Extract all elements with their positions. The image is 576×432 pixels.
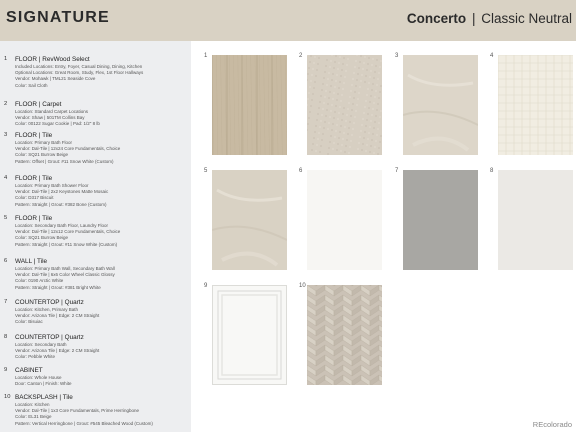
- selection-title: FLOOR | Tile: [15, 215, 53, 222]
- swatch-number: 8: [490, 168, 494, 174]
- collection-title: [407, 11, 572, 26]
- selections-list: [0, 41, 191, 432]
- selection-number: 2: [4, 101, 8, 107]
- selection-detail: Pattern: Straight | Grout: #382 Bone (Custom): [15, 201, 107, 207]
- selection-detail: Vendor: Dal-Tile | 1x3 Core Fundamentals, Prime Herringbone: [15, 408, 140, 414]
- selection-number: 7: [4, 299, 8, 305]
- selection-number: 4: [4, 175, 8, 181]
- swatch-image: [498, 170, 573, 270]
- selection-detail: Vendor: Dal-Tile | 12x12 Core Fundamentals, Choice: [15, 229, 121, 235]
- swatch-number: 9: [204, 283, 208, 289]
- swatch-image: [307, 170, 382, 270]
- selection-detail: Vendor: Dal-Tile | 2x2 Keystones Matte Mosaic: [15, 189, 109, 195]
- selection-detail: Door: Canton | Finish: White: [15, 381, 72, 387]
- swatch-tile: [299, 168, 382, 270]
- selection-detail: Vendor: Shaw | 501TM Collins Bay: [15, 115, 85, 121]
- swatch-number: 1: [204, 53, 208, 59]
- selection-detail: Included Locations: Entry, Foyer, Casual Dining, Dining, Kitchen: [15, 64, 143, 69]
- swatch-image: [498, 55, 573, 155]
- selection-detail: Vendor: Mohawk | TML21 Seaside Cove: [15, 76, 96, 82]
- swatch-number: 10: [299, 283, 306, 289]
- swatch-tile: [299, 283, 382, 385]
- selection-detail: Vendor: Arizona Tile | Edge: 2 CM Straight: [15, 348, 100, 354]
- selection-number: 9: [4, 367, 8, 373]
- selection-number: 1: [4, 56, 8, 62]
- swatch-tile: [490, 168, 573, 270]
- selection-detail: Location: Kitchen, Primary Bath: [15, 307, 79, 312]
- listing-credit: REcolorado: [532, 420, 572, 429]
- selection-number: 3: [4, 132, 8, 138]
- selection-detail: Color: SQ21 Burrow Beige: [15, 152, 69, 158]
- swatch-tile: [490, 53, 573, 155]
- selection-detail: Location: Whole House: [15, 375, 62, 380]
- selection-detail: Color: Pebble White: [15, 354, 56, 360]
- selection-title: WALL | Tile: [15, 258, 48, 265]
- swatch-number: 3: [395, 53, 399, 59]
- swatch-number: 2: [299, 53, 303, 59]
- swatch-image: [212, 285, 287, 385]
- selection-title: COUNTERTOP | Quartz: [15, 334, 84, 341]
- selection-number: 5: [4, 215, 8, 221]
- selection-title: FLOOR | Tile: [15, 175, 53, 182]
- selection-number: 10: [4, 394, 11, 400]
- selection-detail: Location: Primary Bath Shower Floor: [15, 183, 89, 188]
- collection-name: Concerto: [406, 11, 467, 26]
- selection-detail: Pattern: Straight | Grout: #381 Bright White: [15, 284, 101, 290]
- swatch-tile: [204, 168, 287, 270]
- swatch-number: 5: [204, 168, 208, 174]
- swatch-image: [403, 55, 478, 155]
- swatch-tile: [395, 53, 478, 155]
- selection-detail: Optional Locations: Great Room, Study, Flex, 1st Floor Hallways: [15, 70, 144, 76]
- selection-detail: Color: Bisuiac: [15, 319, 43, 325]
- selection-detail: Pattern: Offset | Grout: #11 Snow White (Custom): [15, 158, 114, 164]
- selection-detail: Color: 0190 Arctic White: [15, 278, 64, 284]
- selection-title: FLOOR | Carpet: [15, 101, 62, 108]
- selection-detail: Location: Standard Carpet Locations: [15, 109, 89, 114]
- swatch-tile: [204, 53, 287, 155]
- color-scheme-name: Classic Neutral: [481, 11, 572, 26]
- selection-title: FLOOR | RevWood Select: [15, 56, 90, 63]
- swatch-image: [403, 170, 478, 270]
- title-separator: |: [471, 11, 476, 26]
- selection-detail: Color: D317 Biscuit: [15, 195, 54, 201]
- selection-detail: Location: Kitchen: [15, 402, 50, 407]
- selection-detail: Pattern: Vertical Herringbone | Grout: #545 Bleached Wood (Custom): [15, 420, 153, 426]
- swatch-number: 4: [490, 53, 494, 59]
- selection-detail: Location: Secondary Bath: [15, 342, 67, 347]
- selection-detail: Color: Sail Cloth: [15, 82, 48, 88]
- swatch-number: 6: [299, 168, 303, 174]
- header-bar: [0, 0, 576, 41]
- swatch-tile: [299, 53, 382, 155]
- selection-title: BACKSPLASH | Tile: [15, 394, 73, 401]
- selection-detail: Vendor: Arizona Tile | Edge: 2 CM Straight: [15, 313, 100, 319]
- brand-title: SIGNATURE: [6, 9, 110, 26]
- selection-title: COUNTERTOP | Quartz: [15, 299, 84, 306]
- swatch-image: [212, 170, 287, 270]
- selection-detail: Color: 00122 Sugar Cookie | Pad: 1/2" 8 lb: [15, 121, 100, 127]
- selection-detail: Vendor: Dal-Tile | 12x24 Core Fundamentals, Choice: [15, 146, 121, 152]
- swatch-image: [307, 285, 382, 385]
- swatch-tile: [204, 283, 287, 385]
- selection-number: 8: [4, 334, 8, 340]
- selection-detail: Pattern: Straight | Grout: #11 Snow White (Custom): [15, 241, 118, 247]
- swatch-tile: [395, 168, 478, 270]
- selection-detail: Color: EL31 Beige: [15, 414, 52, 420]
- selection-detail: Location: Primary Bath Floor: [15, 140, 73, 145]
- selection-number: 6: [4, 258, 8, 264]
- selection-detail: Location: Primary Bath Wall, Secondary Bath Wall: [15, 266, 115, 271]
- selection-detail: Color: SQ21 Burrow Beige: [15, 235, 69, 241]
- swatch-image: [307, 55, 382, 155]
- selection-title: CABINET: [15, 367, 43, 374]
- swatch-number: 7: [395, 168, 399, 174]
- selection-detail: Location: Secondary Bath Floor, Laundry Floor: [15, 223, 109, 228]
- selection-detail: Vendor: Dal-Tile | 6x6 Color Wheel Classic Glossy: [15, 272, 115, 278]
- selection-title: FLOOR | Tile: [15, 132, 53, 139]
- swatch-image: [212, 55, 287, 155]
